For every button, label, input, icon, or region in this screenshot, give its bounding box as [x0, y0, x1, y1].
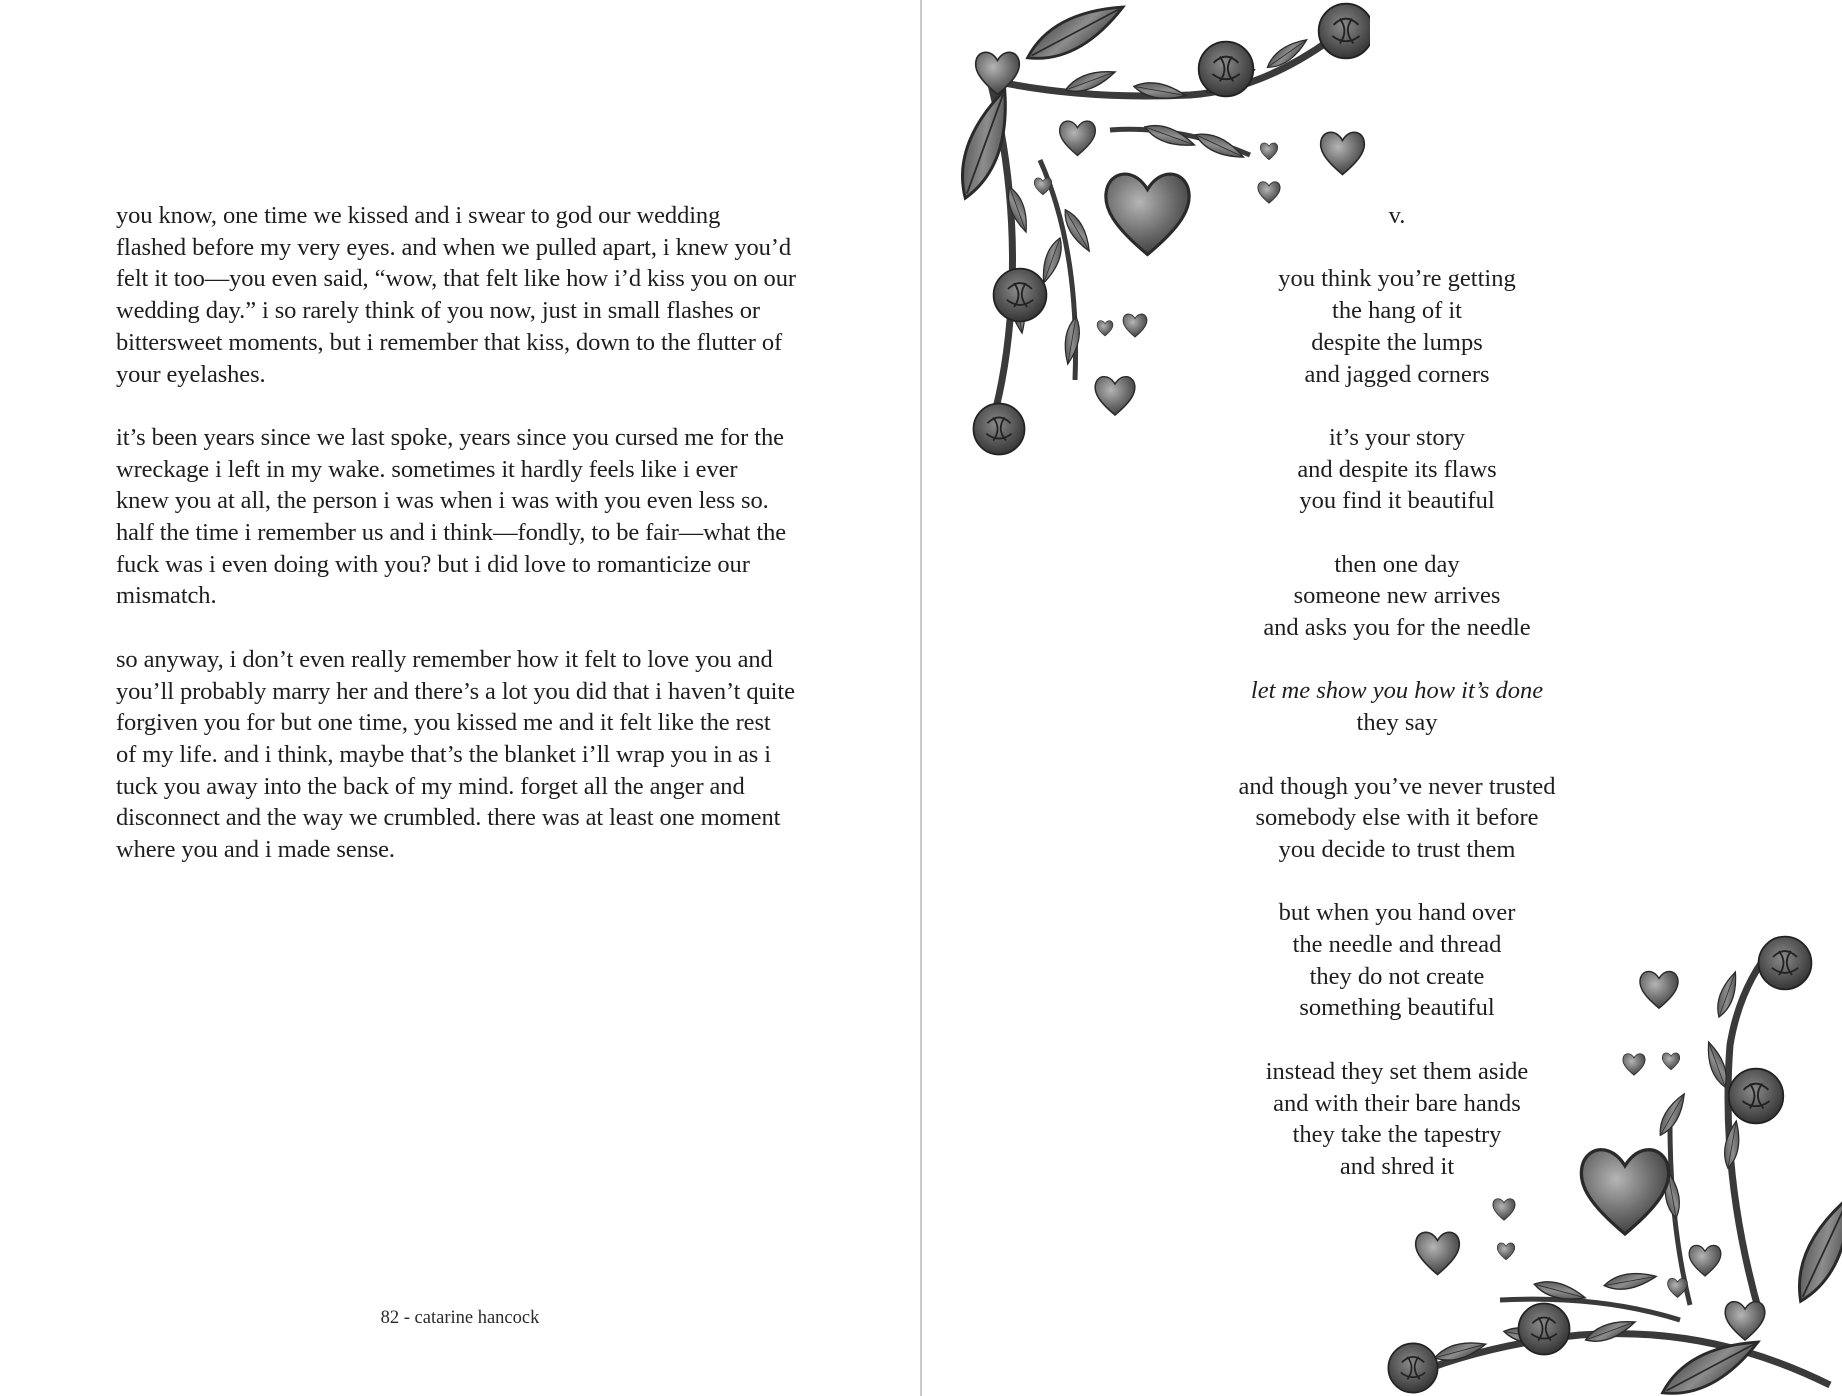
poem-line: you decide to trust them — [1278, 835, 1516, 863]
poem-line: the hang of it — [1332, 297, 1462, 325]
poem-line: someone new arrives — [1293, 582, 1501, 610]
prose-body — [116, 200, 796, 897]
stanza — [1097, 263, 1697, 390]
poem-line: they do not create — [1309, 962, 1485, 990]
stanza — [1097, 422, 1697, 517]
poem-line: they take the tapestry — [1292, 1121, 1502, 1149]
poem-line: and jagged corners — [1304, 360, 1490, 388]
poem-title: v. — [1388, 202, 1406, 229]
stanza — [1097, 675, 1697, 738]
poem-line: and asks you for the needle — [1263, 614, 1531, 642]
poem-line: they say — [1356, 709, 1438, 737]
paragraph: you know, one time we kissed and i swear to god our wedding flashed before my very eyes. and when we pulled apart, i knew you’d felt it too—you even said, “wow, that felt like how i’d kiss you on our wedding day.” i so rarely think of you now, just in small flashes or bittersweet moments, but i remember that kiss, down to the flutter of your eyelashes. — [116, 202, 796, 388]
paragraph: so anyway, i don’t even really remember how it felt to love you and you’ll probably marry her and there’s a lot you did that i haven’t quite forgiven you for but one time, you kissed me and it felt like the rest of my life. and i think, maybe that’s the blanket i’ll wrap you in as i tuck you away into the back of my mind. forget all the anger and disconnect and the way we crumbled. there was at least one moment where you and i made sense. — [116, 645, 795, 864]
stanza — [1097, 771, 1697, 866]
poem-line-italic: let me show you how it’s done — [1250, 677, 1544, 705]
poem-line: instead they set them aside — [1265, 1057, 1529, 1085]
poem-line: but when you hand over — [1278, 899, 1516, 927]
stanza — [1097, 1056, 1697, 1183]
poem-line: it’s your story — [1328, 423, 1466, 451]
poem-line: despite the lumps — [1311, 328, 1483, 356]
poem-line: you think you’re getting — [1278, 265, 1516, 293]
stanza — [1097, 897, 1697, 1024]
poem-line: and despite its flaws — [1297, 455, 1497, 483]
left-page — [0, 0, 920, 1396]
poem — [1097, 200, 1697, 1214]
poem-line: the needle and thread — [1292, 931, 1502, 959]
stanza — [1097, 549, 1697, 644]
page-footer: 82 - catarine hancock — [380, 1308, 540, 1328]
poem-line: somebody else with it before — [1255, 804, 1539, 832]
poem-line: then one day — [1334, 550, 1460, 578]
poem-line: something beautiful — [1299, 994, 1495, 1022]
poem-line: and with their bare hands — [1273, 1089, 1521, 1117]
poem-line: and shred it — [1339, 1152, 1455, 1180]
poem-line: and though you’ve never trusted — [1238, 772, 1556, 800]
paragraph: it’s been years since we last spoke, years since you cursed me for the wreckage i left in my wake. sometimes it hardly feels like i ever knew you at all, the person i was when i was with you even less so. half the time i remember us and i think—fondly, to be fair—what the fuck was i even doing with you? but i did love to romanticize our mismatch. — [116, 423, 787, 610]
poem-line: you find it beautiful — [1299, 487, 1495, 515]
